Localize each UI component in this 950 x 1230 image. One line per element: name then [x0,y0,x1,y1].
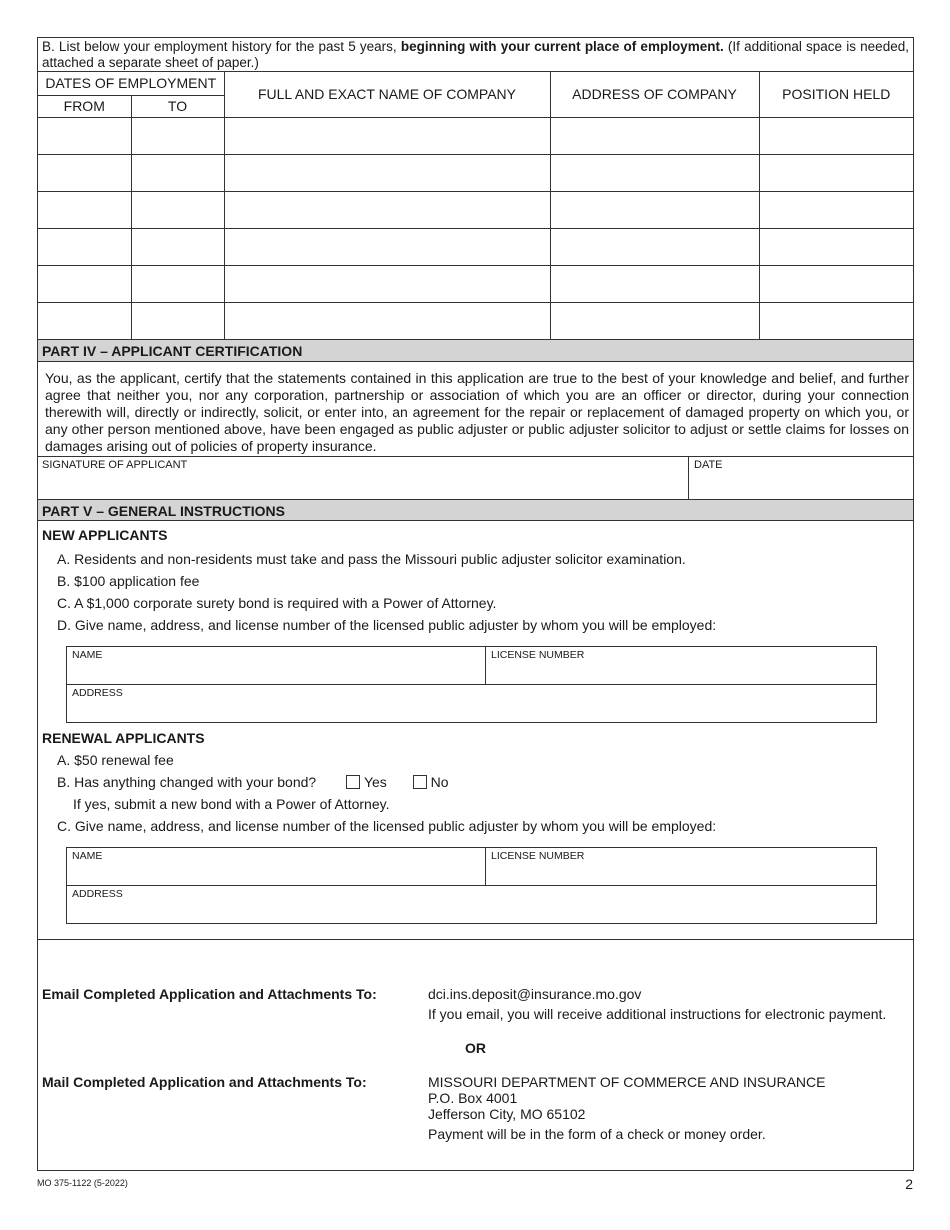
table-row [38,302,913,339]
to-cell[interactable] [131,302,224,339]
new-address-field[interactable] [67,685,876,722]
email-label: Email Completed Application and Attachments To: [42,985,377,1002]
new-item-b: B. $100 application fee [57,572,200,589]
mail-line2: P.O. Box 4001 [428,1089,518,1106]
renew-item-b-text: B. Has anything changed with your bond? [57,773,317,790]
page-number: 2 [905,1176,913,1192]
new-item-a: A. Residents and non-residents must take and pass the Missouri public adjuster solicitor examination. [57,550,686,567]
position-cell[interactable] [759,154,913,191]
form-id: MO 375-1122 (5-2022) [37,1178,128,1188]
table-row [38,191,913,228]
license-label: LICENSE NUMBER [491,648,585,661]
address-cell[interactable] [550,228,759,265]
employment-intro [38,38,913,72]
to-cell[interactable] [131,154,224,191]
employment-table [38,72,913,340]
mail-label: Mail Completed Application and Attachments To: [42,1073,367,1090]
position-cell[interactable] [759,302,913,339]
mail-note: Payment will be in the form of a check or money order. [428,1125,766,1142]
table-row [38,154,913,191]
new-adjuster-row1 [67,647,876,684]
renew-adjuster-row1 [67,848,876,885]
name-label: NAME [72,648,103,661]
table-row [38,265,913,302]
no-label: No [430,773,449,790]
renew-adjuster-row2 [67,885,876,923]
signature-field[interactable] [38,457,689,499]
company-cell[interactable] [224,191,550,228]
position-header: POSITION HELD [759,72,913,117]
company-cell[interactable] [224,154,550,191]
new-adjuster-row2 [67,684,876,722]
renew-name-field[interactable] [67,848,486,885]
part4-heading: PART IV – APPLICANT CERTIFICATION [38,340,913,362]
from-cell[interactable] [38,154,131,191]
email-note: If you email, you will receive additional instructions for electronic payment. [428,1005,887,1022]
new-license-field[interactable] [486,647,876,684]
submission-section [38,939,913,1170]
position-cell[interactable] [759,191,913,228]
address-label: ADDRESS [72,887,123,900]
certification-text: You, as the applicant, certify that the statements contained in this application are true to the best of your knowledge and belief, and further agree that neither you, nor any corporation, partnership or association of which you are an officer or director, during your connection therewith will, directly or indirectly, solicit, or enter into, an agreement for the repair or replacement of damaged property on which you, or any other person mentioned above, have been engaged as public adjuster or public adjuster solicitor to adjust or settle claims for losses on damages arising out of policies of property insurance. [38,362,913,457]
to-cell[interactable] [131,191,224,228]
new-applicants-title: NEW APPLICANTS [42,526,168,543]
renew-item-a: A. $50 renewal fee [57,751,174,768]
employment-intro-text: B. List below your employment history for the past 5 years, [42,39,397,54]
yes-checkbox[interactable] [346,775,360,789]
dates-header: DATES OF EMPLOYMENT [38,72,224,95]
new-adjuster-box [66,646,877,723]
signature-label: SIGNATURE OF APPLICANT [42,458,188,471]
renew-address-field[interactable] [67,886,876,923]
new-name-field[interactable] [67,647,486,684]
table-row [38,228,913,265]
position-cell[interactable] [759,117,913,154]
address-cell[interactable] [550,302,759,339]
mail-line1: MISSOURI DEPARTMENT OF COMMERCE AND INSURANCE [428,1073,826,1090]
license-label: LICENSE NUMBER [491,849,585,862]
to-cell[interactable] [131,265,224,302]
company-cell[interactable] [224,302,550,339]
to-header: TO [131,95,224,117]
or-separator: OR [465,1039,486,1056]
address-header: ADDRESS OF COMPANY [550,72,759,117]
from-cell[interactable] [38,191,131,228]
from-cell[interactable] [38,117,131,154]
company-cell[interactable] [224,265,550,302]
employment-intro-tail: (If additional space is needed, attached a separate sheet of paper.) [42,39,909,70]
renew-item-b-note: If yes, submit a new bond with a Power of Attorney. [73,795,390,812]
address-cell[interactable] [550,117,759,154]
from-cell[interactable] [38,302,131,339]
company-header: FULL AND EXACT NAME OF COMPANY [224,72,550,117]
company-cell[interactable] [224,117,550,154]
from-cell[interactable] [38,228,131,265]
renewal-applicants-title: RENEWAL APPLICANTS [42,729,205,746]
renew-item-b [38,771,913,793]
date-label: DATE [694,458,723,471]
to-cell[interactable] [131,228,224,265]
renew-item-c: C. Give name, address, and license number of the licensed public adjuster by whom you will be employed: [57,817,717,834]
company-cell[interactable] [224,228,550,265]
position-cell[interactable] [759,228,913,265]
part5-heading: PART V – GENERAL INSTRUCTIONS [38,499,913,521]
signature-row [38,457,913,499]
email-address[interactable]: dci.ins.deposit@insurance.mo.gov [428,985,642,1002]
no-checkbox[interactable] [413,775,427,789]
new-item-d: D. Give name, address, and license number of the licensed public adjuster by whom you will be employed: [57,616,717,633]
to-cell[interactable] [131,117,224,154]
position-cell[interactable] [759,265,913,302]
from-cell[interactable] [38,265,131,302]
address-label: ADDRESS [72,686,123,699]
mail-line3: Jefferson City, MO 65102 [428,1105,586,1122]
from-header: FROM [38,95,131,117]
address-cell[interactable] [550,154,759,191]
address-cell[interactable] [550,191,759,228]
date-field[interactable] [689,457,913,499]
form-page [37,37,914,1171]
new-item-c: C. A $1,000 corporate surety bond is required with a Power of Attorney. [57,594,497,611]
yes-label: Yes [363,773,387,790]
renew-adjuster-box [66,847,877,924]
employment-intro-bold: beginning with your current place of employment. [400,39,724,54]
name-label: NAME [72,849,103,862]
renew-license-field[interactable] [486,848,876,885]
address-cell[interactable] [550,265,759,302]
table-row [38,117,913,154]
